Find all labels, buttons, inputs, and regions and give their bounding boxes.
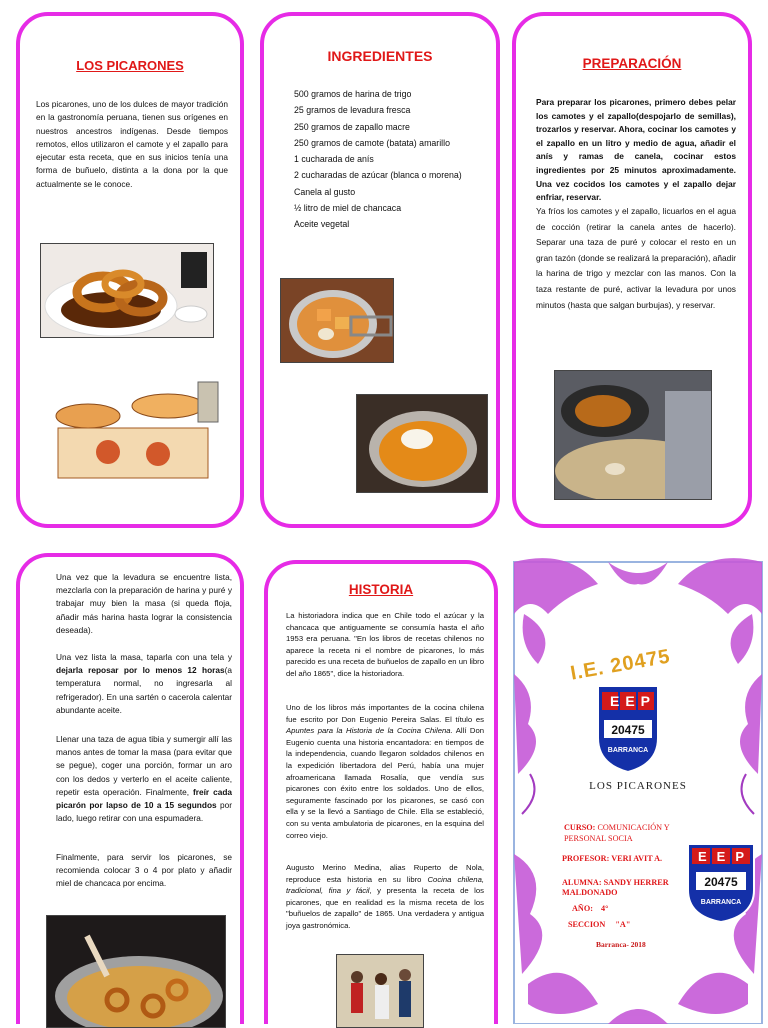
school-logo (592, 682, 664, 774)
seccion-value: "A" (615, 920, 631, 929)
book-title: Cocina chilena, tradicional, fina y fácil (286, 874, 484, 896)
logo-number: 20475 (611, 723, 645, 737)
ingredients-list (294, 86, 462, 233)
curso-value: COMUNICACIÓN Y PERSONAL SOCIA (564, 823, 670, 843)
history-paragraph-2 (286, 702, 484, 841)
frying-photo (554, 370, 712, 500)
frying-pot-photo (46, 915, 226, 1028)
profesor-label: PROFESOR: (562, 854, 610, 863)
panel-title: INGREDIENTES (327, 48, 433, 64)
anio-row (572, 904, 608, 913)
ingredient-item: 250 gramos de zapallo macre (294, 121, 410, 132)
cover-panel (508, 554, 768, 1024)
ingredient-item: 25 gramos de levadura fresca (294, 105, 411, 116)
picarones-photo (40, 243, 214, 338)
paragraph-text: , y presenta la receta de los picarones, que en realidad es la misma receta de los "buñuelos de zapallo" de 1865. Una verdadera y antigua joya gastronómica. (286, 886, 484, 930)
ingredient-item: Aceite vegetal (294, 219, 350, 230)
school-logo-small (684, 840, 758, 924)
panel-historia (264, 560, 498, 1024)
pumpkin-pot-photo (280, 278, 394, 363)
panel-los-picarones (16, 12, 244, 528)
history-paragraph-3 (286, 862, 484, 932)
ingredient-item: ½ litro de miel de chancaca (294, 203, 402, 214)
panel-ingredientes (260, 12, 500, 528)
anio-label: AÑO: (572, 904, 593, 913)
cover-footer: Barranca- 2018 (596, 940, 646, 949)
book-title: Apuntes para la Historia de la Cocina Chilena (286, 726, 451, 736)
paragraph-text: (a temperatura normal, no ingresarla al refrigerador). En una sartén o cacerola calentar abundante aceite. (56, 665, 232, 715)
paragraph-bold-text: freír cada picarón por lapso de 10 a 15 segundos (56, 786, 232, 811)
panel-preparacion-continuacion (16, 553, 244, 1024)
curso-label: CURSO: (564, 823, 596, 832)
profesor-value: VERI AVIT A. (611, 854, 663, 863)
paragraph-text: Llenar una taza de agua tibia y sumergir allí las manos antes de tomar la masa (para evitar que se pegue), coger una porción, formar un aro con los dedos y verterlo en el aceite caliente, repetir esta operación. Finalmente, (56, 734, 232, 797)
seccion-label: SECCION (568, 920, 606, 929)
alumna-value: SANDY HERRER MALDONADO (562, 878, 669, 897)
panel-preparacion (512, 12, 752, 528)
paragraph-text: Augusto Merino Medina, alias Ruperto de Nola, reproduce esta historia en su libro (286, 863, 484, 884)
logo-top-text: EEP (610, 693, 650, 709)
continuation-paragraph-2 (56, 651, 232, 717)
seccion-row (568, 920, 630, 929)
cover-subtitle: LOS PICARONES (589, 780, 687, 792)
panel-title: HISTORIA (348, 582, 414, 597)
panel-title: PREPARACIÓN (582, 56, 682, 71)
paragraph-bold-text: dejarla reposar por lo menos 12 horas (56, 665, 225, 676)
anio-value: 4° (600, 904, 609, 913)
alumna-label: ALUMNA: (562, 878, 602, 887)
continuation-paragraph-4: Finalmente, para servir los picarones, se recomienda colocar 3 o 4 por plato y añadir miel de chancaca por encima. (56, 852, 232, 889)
panel-title: LOS PICARONES (76, 58, 184, 73)
paragraph-text: . Allí Don Eugenio cuenta una historia encantadora: en tiempos de la independencia, cuando llegaron soldados chilenos en la expedición libertadora del Perú, había una mujer afroamericana llamada Rosalía, que vendía sus picarones con éxito entre los soldados. Uno de ellos, seguramente fascinado por los picarones, se casó con ella y se la llevó a Santiago de Chile. Ella se estableció, con su venta ambulatoria de picarones, en la esquina del correo viejo. (286, 726, 485, 840)
logo-number: 20475 (704, 875, 738, 889)
alumna-row (562, 878, 692, 898)
preparation-paragraph-1: Para preparar los picarones, primero debes pelar los camotes y el zapallo(despojarlo de semillas), trozarlos y reservar. Ahora, cocinar los camotes y el zapallo en un litro y medio de agua, añadir el anís y ramas de canela, cocinar estos ingredientes por 25 minutos aproximadamente. Una vez cocidos los camotes y el zapallo dejar enfriar, reservar. (536, 97, 736, 203)
historical-painting (336, 954, 424, 1028)
school-name: I.E. 20475 (568, 645, 673, 685)
ingredient-item: 1 cucharada de anís (294, 154, 374, 165)
paragraph-text: Uno de los libros más importantes de la cocina chilena fue escrito por Don Eugenio Pereira Salas. El título es (286, 703, 484, 724)
continuation-paragraph-3 (56, 733, 232, 825)
profesor-row (562, 854, 662, 863)
ingredient-item: 250 gramos de camote (batata) amarillo (294, 137, 450, 148)
logo-bottom-text: BARRANCA (700, 899, 742, 906)
history-paragraph-1: La historiadora indica que en Chile todo el azúcar y la chancaca que antiguamente se consumía hasta el año 1953 era peruana. "En los libros de recetas chilenos no aparece la receta ni el nombre de picarones, lo más parecido es una receta de buñuelos de zapallo en un libro del año 1865", dice la historiadora. (286, 611, 484, 678)
ingredient-item: Canela al gusto (294, 186, 356, 197)
logo-bottom-text: BARRANCA (607, 747, 649, 754)
logo-top-text: EEP (698, 849, 744, 864)
ingredient-item: 2 cucharadas de azúcar (blanca o morena) (294, 170, 462, 181)
intro-paragraph: Los picarones, uno de los dulces de mayor tradición en la gastronomía peruana, tienen sus orígenes en nuestros ancestros indígenas. Desde tiempos remotos, ellos utilizaron el camote y el zapallo para ejecutar esta receta, que en sus inicios tenía una forma de buñuelo, distinta a la dona por la que actualmente se le conoce. (36, 99, 228, 189)
curso-row (564, 822, 694, 844)
continuation-paragraph-1: Una vez que la levadura se encuentre lista, mezclarla con la preparación de harina y puré y trabajar muy bien la masa (si queda floja, añadir más harina hasta lograr la consistencia deseada). (56, 572, 232, 635)
kitchen-sketch (48, 376, 226, 496)
pumpkin-puree-photo (356, 394, 488, 493)
paragraph-text: Una vez lista la masa, taparla con una tela y (56, 652, 232, 662)
paragraph-text: por lado, luego retirar con una espumadera. (56, 800, 232, 824)
ingredient-item: 500 gramos de harina de trigo (294, 89, 412, 99)
preparation-paragraph-2: Ya fríos los camotes y el zapallo, licuarlos en el agua de cocción (retirar la canela antes de hacerlo). Separar una taza de puré y colocar el resto en un gran tazón (donde se realizará la preparación), añadir la harina de trigo y mezclar con las manos. Con la taza restante de puré, activar la levadura por unos minutos (hasta que salgan burbujas), y reservar. (536, 206, 736, 310)
